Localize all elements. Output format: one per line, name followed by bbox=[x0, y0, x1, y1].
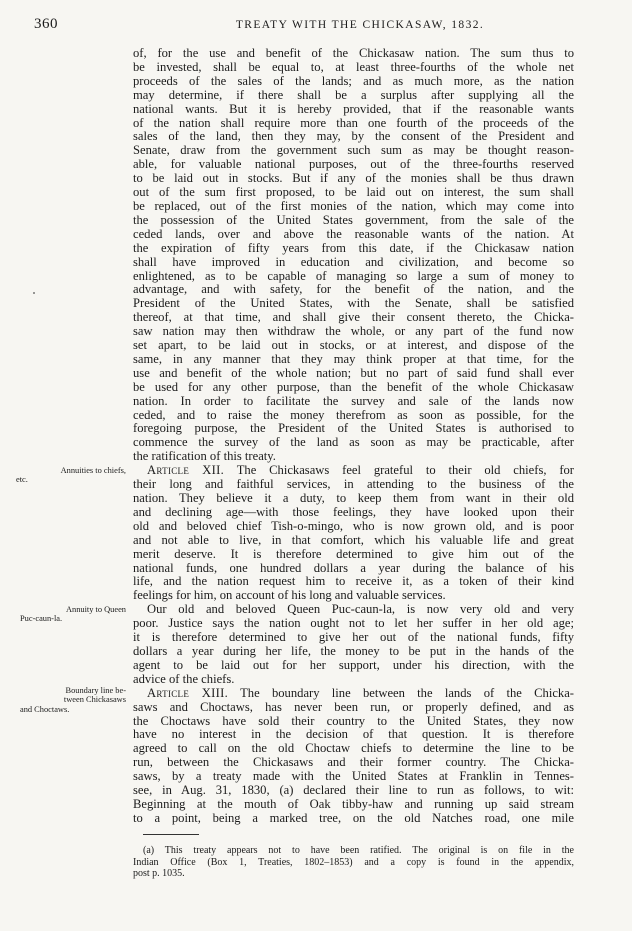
margin-note-line: and Choctaws. bbox=[20, 704, 70, 714]
margin-note-boundary-line bbox=[14, 686, 126, 714]
text-line: to a point, being a marked tree, on the old Natches road, one mile bbox=[133, 810, 574, 825]
text-line: President of the United States, with the Senate, shall be satisfied bbox=[133, 296, 574, 311]
text-line: saws, by a treaty made with the United States at Franklin in Tennes- bbox=[133, 769, 574, 784]
paragraph-queen-puc-caun-la bbox=[133, 603, 574, 686]
text-line: see, in Aug. 31, 1830, (a) declared their line to run as follows, to wit: bbox=[133, 783, 574, 798]
text-line-content: The Chickasaws feel grateful to their old chiefs, for bbox=[224, 463, 575, 478]
text-line: Our old and beloved Queen Puc-caun-la, is now very old and very bbox=[147, 602, 574, 617]
text-line: the Choctaws have sold their country to the United States, they now bbox=[133, 713, 574, 728]
text-line: the ratification of this treaty. bbox=[133, 449, 276, 464]
text-line: agent to be laid out for her support, under his direction, with the bbox=[133, 657, 574, 672]
article-12-heading: Article XII. bbox=[147, 463, 225, 478]
text-line: saws and Choctaws, has never been run, or properly defined, and as bbox=[133, 699, 574, 714]
text-line: may determine, if there shall be a surplus after supplying all the bbox=[133, 87, 574, 102]
text-line: advantage, and with safety, for the benefit of the nation, and the bbox=[133, 282, 574, 297]
paragraph-article-13 bbox=[133, 687, 574, 826]
text-line: nation. In order to facilitate the survey and sale of the lands now bbox=[133, 393, 574, 408]
text-line: merit deserve. It is therefore determined to give him out of the bbox=[133, 546, 574, 561]
running-head: TREATY WITH THE CHICKASAW, 1832. bbox=[235, 19, 485, 31]
text-line: (a) This treaty appears not to have been ratified. The original is on file in the bbox=[143, 845, 574, 856]
text-line: Indian Office (Box 1, Treaties, 1802–1853) and a copy is found in the appendix, bbox=[133, 856, 574, 868]
page-number: 360 bbox=[34, 16, 58, 32]
margin-note-line: etc. bbox=[16, 475, 28, 485]
margin-note-line: Puc-caun-la. bbox=[20, 614, 63, 624]
text-line: use and benefit of the whole nation; but no part of said fund shall ever bbox=[133, 365, 574, 380]
text-line: saw nation may then withdraw the whole, or any part of the fund now bbox=[133, 324, 574, 339]
text-line: post p. 1035. bbox=[133, 868, 185, 880]
text-line: Senate, draw from the government such sum as may be thought reason- bbox=[133, 143, 574, 158]
text-line: national wants. But it is hereby provided, that if the reasonable wants bbox=[133, 101, 574, 116]
text-line: the possession of the United States government, from the sale of the bbox=[133, 212, 574, 227]
text-line: shall have improved in education and civilization, and become so bbox=[133, 254, 574, 269]
text-line: and declining age—with those feelings, they have looked upon their bbox=[133, 504, 574, 519]
text-line: ceded lands, over and above the reasonable wants of the nation. At bbox=[133, 226, 574, 241]
text-line: dollars a year during her life, the money to be put in the hands of the bbox=[133, 643, 574, 658]
text-line: to be laid out in stocks. But if any of the monies shall be thus drawn bbox=[133, 171, 574, 186]
text-line: foregoing purpose, the President of the United States is authorised to bbox=[133, 421, 574, 436]
text-line: old and beloved chief Tish-o-mingo, who is now grown old, and is poor bbox=[133, 518, 574, 533]
text-line: enlightened, as to be capable of managing so large a sum of money to bbox=[133, 268, 574, 283]
text-line: sales of the land, then they may, by the consent of the President and bbox=[133, 129, 574, 144]
text-line: same, in any manner that they may think proper at that time, for the bbox=[133, 351, 574, 366]
print-speck bbox=[33, 292, 35, 294]
text-line: have no interest in the decision of that question. It is therefore bbox=[133, 727, 574, 742]
text-line: commence the survey of the land as soon as may be practicable, after bbox=[133, 435, 574, 450]
text-line: advice of the chiefs. bbox=[133, 671, 235, 686]
text-line: out of the sum first proposed, to be laid out on interest, the sum shall bbox=[133, 185, 574, 200]
text-line: set apart, to be laid out in stocks, or at interest, and dispose of the bbox=[133, 338, 574, 353]
article-13-heading: Article XIII. bbox=[147, 685, 229, 700]
margin-note-annuities-chiefs bbox=[14, 466, 126, 485]
text-line: Beginning at the mouth of Oak tibby-haw and running up said stream bbox=[133, 796, 574, 811]
text-line: ceded, and to raise the money therefrom as soon as possible, for the bbox=[133, 407, 574, 422]
paragraph-investment bbox=[133, 47, 574, 464]
text-line: of the nation shall require more than one fourth of the proceeds of the bbox=[133, 115, 574, 130]
text-line: the expiration of fifty years from this date, if the Chickasaw nation bbox=[133, 240, 574, 255]
text-line: agreed to call on the old Choctaw chiefs to determine the line to be bbox=[133, 741, 574, 756]
text-line: run, between the Chickasaws and their former country. The Chicka- bbox=[133, 755, 574, 770]
margin-note-line: Annuity to Queen bbox=[65, 605, 126, 614]
text-line: nation. They believe it a duty, to keep them from want in their old bbox=[133, 491, 574, 505]
text-line: their long and faithful services, in attending to the business of the bbox=[133, 477, 574, 492]
text-line: life, and the nation request him to receive it, as a token of their kind bbox=[133, 574, 574, 589]
margin-note-line: tween Chickasaws bbox=[63, 695, 126, 705]
text-line: national funds, one hundred dollars a year during the balance of his bbox=[133, 560, 574, 575]
text-line: be invested, shall be equal to, at least three-fourths of the whole net bbox=[133, 59, 574, 74]
text-line: feelings for him, on account of his long and valuable services. bbox=[133, 588, 446, 603]
text-line: thereof, at that time, and shall give their consent thereto, the Chicka- bbox=[133, 310, 574, 325]
text-line: it is therefore determined to give her out of the national funds, fifty bbox=[133, 630, 574, 645]
margin-note-annuity-queen bbox=[14, 605, 126, 624]
text-line: proceeds of the sales of the lands; and as much more, as the nation bbox=[133, 73, 574, 88]
text-line: able, for valuable national purposes, out of the three-fourths reserved bbox=[133, 157, 574, 172]
text-line: be used for any other purpose, than the benefit of the whole Chickasaw bbox=[133, 379, 574, 394]
text-line: and not able to live, in that comfort, which his valuable life and great bbox=[133, 532, 574, 547]
paragraph-article-12 bbox=[133, 464, 574, 603]
footnote-rule bbox=[143, 834, 199, 835]
text-line: of, for the use and benefit of the Chickasaw nation. The sum thus to bbox=[133, 46, 574, 60]
text-line: poor. Justice says the nation ought not to let her suffer in her old age; bbox=[133, 616, 574, 631]
margin-note-line: Boundary line be- bbox=[65, 686, 126, 695]
treaty-body bbox=[133, 47, 574, 826]
footnote bbox=[133, 845, 574, 880]
text-line bbox=[133, 687, 574, 701]
text-line-content: The boundary line between the lands of the Chicka- bbox=[228, 685, 574, 700]
text-line: be replaced, out of the first monies of the nation, which may come into bbox=[133, 198, 574, 213]
text-line bbox=[133, 464, 574, 478]
margin-note-line: Annuities to chiefs, bbox=[60, 466, 126, 475]
